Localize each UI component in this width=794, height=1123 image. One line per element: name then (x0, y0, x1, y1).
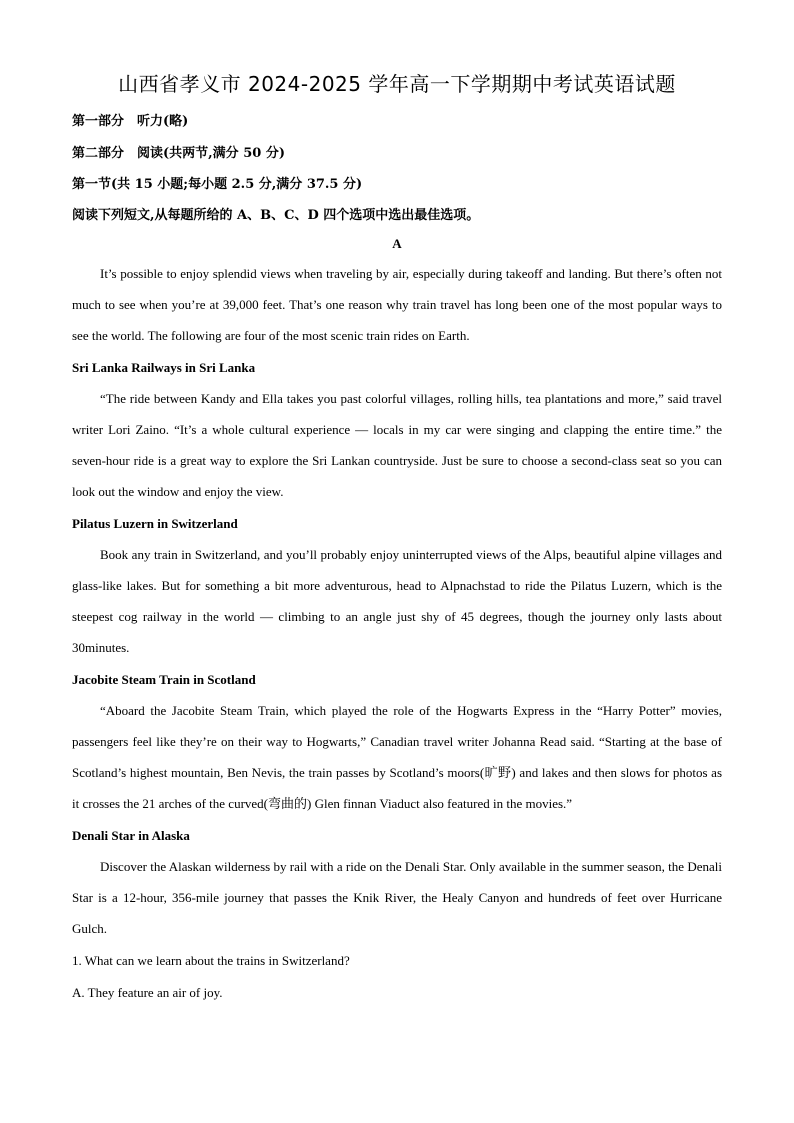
section-heading-sri-lanka: Sri Lanka Railways in Sri Lanka (72, 360, 256, 375)
section-heading-switzerland: Pilatus Luzern in Switzerland (72, 516, 238, 531)
section-one-heading: 第一节(共 15 小题;每小题 2.5 分,满分 37.5 分) (72, 177, 363, 192)
question-1: 1. What can we learn about the trains in Switzerland? (72, 953, 350, 968)
part-two-heading: 第二部分 阅读(共两节,满分 50 分) (72, 146, 285, 161)
section-text-sri-lanka: “The ride between Kandy and Ella takes you past colorful villages, rolling hills, tea plantations and more,” said travel writer Lori Zaino. “It’s a whole cultural experience — locals in my car were singing and clapping the entire time.” the seven-hour ride is a great way to explore the Sri Lankan countryside. Just be sure to choose a second-class seat so you can look out the window and enjoy the view. (72, 391, 722, 499)
instruction-text: 阅读下列短文,从每题所给的 A、B、C、D 四个选项中选出最佳选项。 (72, 208, 480, 223)
part-one-heading: 第一部分 听力(略) (72, 114, 189, 129)
passage-label: A (392, 236, 402, 251)
section-text-alaska: Discover the Alaskan wilderness by rail with a ride on the Denali Star. Only available in the summer season, the Denali Star is a 12-hour, 356-mile journey that passes the Knik River, the Healy Canyon and hundreds of feet over Hurricane Gulch. (72, 859, 722, 936)
section-heading-alaska: Denali Star in Alaska (72, 828, 190, 843)
section-text-switzerland: Book any train in Switzerland, and you’ll probably enjoy uninterrupted views of the Alps, beautiful alpine villages and glass-like lakes. But for something a bit more adventurous, head to Alpnachstad to ride the Pilatus Luzern, which is the steepest cog railway in the world — climbing to an angle just shy of 45 degrees, though the journey only lasts about 30minutes. (72, 547, 722, 655)
intro-paragraph: It’s possible to enjoy splendid views when traveling by air, especially during takeoff and landing. But there’s often not much to see when you’re at 39,000 feet. That’s one reason why train travel has long been one of the most popular ways to see the world. The following are four of the most scenic train rides on Earth. (72, 266, 722, 343)
document-title: 山西省孝义市 2024-2025 学年高一下学期期中考试英语试题 (118, 72, 676, 96)
section-heading-scotland: Jacobite Steam Train in Scotland (72, 672, 256, 687)
section-text-scotland: “Aboard the Jacobite Steam Train, which played the role of the Hogwarts Express in the “Harry Potter” movies, passengers feel like they’re on their way to Hogwarts,” Canadian travel writer Johanna Read said. “Starting at the base of Scotland’s highest mountain, Ben Nevis, the train passes by Scotland’s moors(旷野) and lakes and then slows for photos as it crosses the 21 arches of the curved(弯曲的) Glen finnan Viaduct also featured in the movies.” (72, 703, 722, 811)
question-1-option-a: A. They feature an air of joy. (72, 985, 223, 1000)
